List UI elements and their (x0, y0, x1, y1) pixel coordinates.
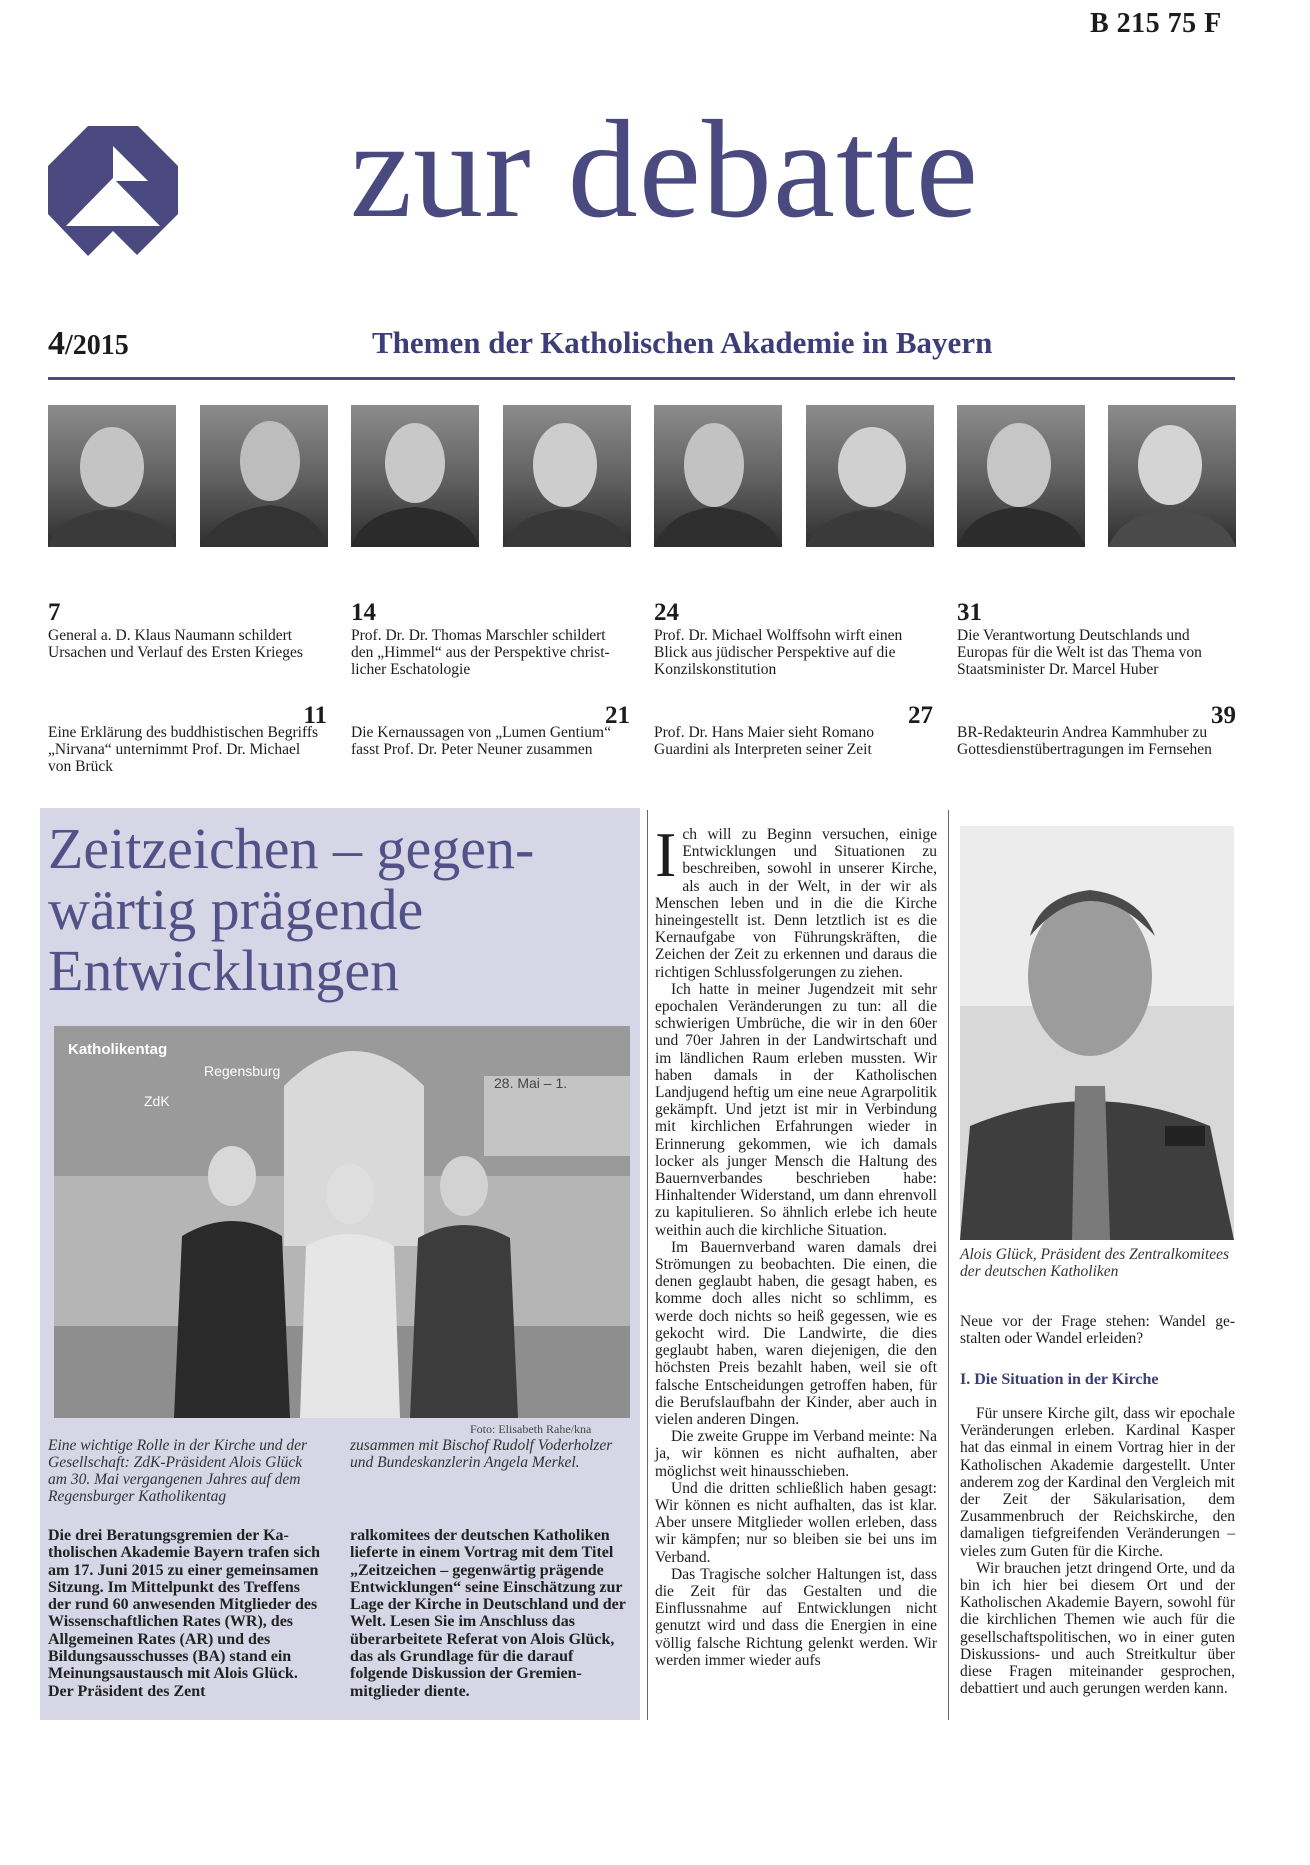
header-rule (48, 377, 1235, 380)
portrait-maier (806, 405, 934, 547)
article-column-2 (655, 819, 937, 1669)
article-dropcap: I (655, 819, 677, 890)
portrait-huber (957, 405, 1085, 547)
glueck-portrait-photo (960, 826, 1234, 1240)
teaser-text-21: Die Kernaussagen von „Lumen Gentium“ fasst Prof. Dr. Peter Neuner zusammen (351, 724, 611, 758)
photo-sign-date: 28. Mai – 1. (494, 1075, 568, 1091)
article-column-3 (960, 1405, 1235, 1697)
teaser-page-27: 27 (908, 702, 933, 729)
lead-photo-credit: Foto: Elisabeth Rahe/kna (470, 1422, 592, 1436)
portrait-von-brueck (200, 405, 328, 547)
lead-headline: Zeitzeichen – gegenwärtig prägende Entwicklungen (48, 816, 535, 1003)
lead-photo-scene (54, 1026, 630, 1418)
article-para-2: Ich hatte in meiner Jugendzeit mit sehr epochalen Veränderungen zu tun: all die schwierigen Umbrüche, die wir in den 60er und 70er Jahren in der Landwirtschaft und im ländlichen Raum erleben mussten. Wir haben damals in der Katholischen Landjugend heftig um eine neue Agrarpolitik gekämpft. Und jetzt ist mir in Verbindung mit kirchlichen Erfahrungen wieder in Erinnerung gekommen, wie ich damals locker als junger Mensch die Haltung des Bauernverbandes beschrieben habe: Hinhaltender Widerstand, um dann ehrenvoll zu kapitulieren. So ähnlich erlebe ich heute weithin auch die kirchliche Situation. (655, 980, 937, 1239)
lead-body-left: Die drei Beratungsgremien der Katholischen Akademie Bayern trafen sich am 17. Juni 2015 zu einer gemeinsamen Sitzung. Im Mittelpunkt des Treffens der rund 60 anwesenden Mitglieder des Wissenschaftlichen Rates (WR), des Allgemeinen Rates (AR) und des Bildungsausschusses (BA) stand ein Meinungsaustausch mit Alois Glück. Der Präsident des Zent (48, 1527, 320, 1700)
lead-photo (54, 1026, 630, 1418)
issue-year: /2015 (65, 330, 129, 361)
issue-number (48, 325, 129, 363)
teaser-page-21: 21 (605, 702, 630, 729)
teaser-page-7: 7 (48, 599, 61, 626)
photo-sign-katholikentag: Katholikentag (68, 1041, 168, 1058)
lead-caption-left: Eine wichtige Rolle in der Kirche und der Gesellschaft: ZdK-Präsident Alois Glück am 30. Mai vergangenen Jahres auf dem Regensburger Katholikentag (48, 1437, 307, 1505)
issue-num: 4 (48, 325, 65, 362)
portrait-wolffsohn (654, 405, 782, 547)
teaser-text-39: BR-Redakteurin Andrea Kammhuber zu Gottesdienstübertragungen im Fernsehen (957, 724, 1212, 758)
section-heading: I. Die Situation in der Kirche (960, 1371, 1159, 1388)
photo-sign-zdk: ZdK (144, 1093, 170, 1109)
teaser-page-11: 11 (303, 702, 327, 729)
article-para-5: Und die dritten schließlich haben gesagt: Wir können es nicht aufhalten, das ist klar. Aber unsere Mitglieder wollen erleben, dass wir kämpfen; nur so bleiben sie bei uns im Verband. (655, 1479, 937, 1566)
portrait-marschler (351, 405, 479, 547)
col3-intro: Neue vor der Frage stehen: Wandel gestalten oder Wandel erleiden? (960, 1313, 1235, 1348)
column-divider-1 (647, 810, 648, 1720)
col3-para-1: Für unsere Kirche gilt, dass wir epochale Veränderungen erleben. Kardinal Kasper hat das einmal in einem Vortrag hier in der Katholischen Akademie dargestellt. Unter anderem zog der Kardinal den Vergleich mit der Zeit der Säkularisation, dem Zusammenbruch der Reichskirche, den damaligen tiefgreifenden Veränderungen – vieles zum Guten für die Kirche. (960, 1405, 1235, 1560)
teaser-text-27: Prof. Dr. Hans Maier sieht Romano Guardini als Interpreten seiner Zeit (654, 724, 874, 758)
article-para-6: Das Tragische solcher Haltungen ist, dass die Zeit für das Gestalten und die Einflussnahme auf Entwicklungen nicht genutzt wird und dass die Energien in eine völlig falsche Richtung gelenkt werden. Wir werden immer wieder aufs (655, 1565, 937, 1669)
masthead-title: zur debatte (350, 92, 979, 247)
column-divider-2 (948, 810, 949, 1720)
teaser-text-31: Die Verantwortung Deutschlands und Europas für die Welt ist das Thema von Staatsminister Dr. Marcel Huber (957, 627, 1202, 678)
teaser-text-14: Prof. Dr. Dr. Thomas Marschler schildert den „Himmel“ aus der Perspektive christlicher Eschatologie (351, 627, 610, 678)
magazine-subtitle: Themen der Katholischen Akademie in Bayern (372, 325, 993, 360)
issn-number: B 215 75 F (1090, 8, 1222, 39)
lead-caption-right: zusammen mit Bischof Rudolf Voderholzer und Bundeskanzlerin Angela Merkel. (350, 1437, 613, 1471)
article-para-1: ch will zu Beginn versuchen, einige Entwicklungen und Situationen zu beschreiben, sowohl in unserer Kirche, als auch in der Welt, in der wir als Menschen leben und in die die Kirche hineingestellt ist. Denn letztlich ist es die Kernaufgabe von Führungskräften, die Zeichen der Zeit zu erkennen und daraus die richtigen Schlussfolgerungen zu ziehen. (655, 826, 937, 981)
teaser-page-39: 39 (1211, 702, 1236, 729)
academy-logo (48, 126, 178, 256)
portrait-kammhuber (1108, 405, 1236, 547)
photo-sign-regensburg: Regensburg (204, 1063, 281, 1079)
teaser-page-31: 31 (957, 599, 982, 626)
glueck-photo-caption: Alois Glück, Präsident des Zentralkomitees der deutschen Katholiken (960, 1246, 1230, 1280)
teaser-page-24: 24 (654, 599, 679, 626)
portrait-naumann (48, 405, 176, 547)
portrait-neuner (503, 405, 631, 547)
teaser-page-14: 14 (351, 599, 376, 626)
col3-para-2: Wir brauchen jetzt dringend Orte, und da bin ich hier bei diesem Ort und der Katholischen Akademie Bayern, sowohl für die kirchlichen Themen wie auch für die gesellschaftspolitischen, wo in einer guten Diskussions- und auch Streitkultur über diese Fragen miteinander gesprochen, debattiert und auch gerungen werden kann. (960, 1559, 1235, 1698)
article-para-4: Die zweite Gruppe im Verband meinte: Na ja, wir können es nicht aufhalten, aber möglichst weit hinausschieben. (655, 1428, 937, 1480)
article-para-3: Im Bauernverband waren damals drei Strömungen zu beobachten. Die einen, die denen geglaubt haben, die gesagt haben, es komme doch alles nicht so schlimm, es werde doch nichts so heiß gegessen, wie es gekocht wird. Die Landwirte, die dies geglaubt haben, waren diejenigen, die den höchsten Preis bezahlt haben, weil sie oft falsche Entscheidungen getroffen haben, für die Berufslaufbahn der Kinder, aber auch in vielen anderen Dingen. (655, 1238, 937, 1428)
teaser-text-24: Prof. Dr. Michael Wolffsohn wirft einen Blick aus jüdischer Perspektive auf die Konzilskonstitution (654, 627, 903, 678)
lead-body-right: ralkomitees der deutschen Katholiken lieferte in einem Vortrag mit dem Titel „Zeitzeichen – gegenwärtig prägende Entwicklungen“ seine Einschätzung zur Lage der Kirche in Deutschland und der Welt. Lesen Sie im Anschluss das überarbeitete Referat von Alois Glück, das als Grundlage für die darauf folgende Diskussion der Gremienmitglieder diente. (350, 1527, 626, 1700)
teaser-text-7: General a. D. Klaus Naumann schildert Ursachen und Verlauf des Ersten Krieges (48, 627, 303, 661)
teaser-text-11: Eine Erklärung des buddhistischen Begriffs „Nirvana“ unternimmt Prof. Dr. Michael von Brück (48, 724, 319, 775)
